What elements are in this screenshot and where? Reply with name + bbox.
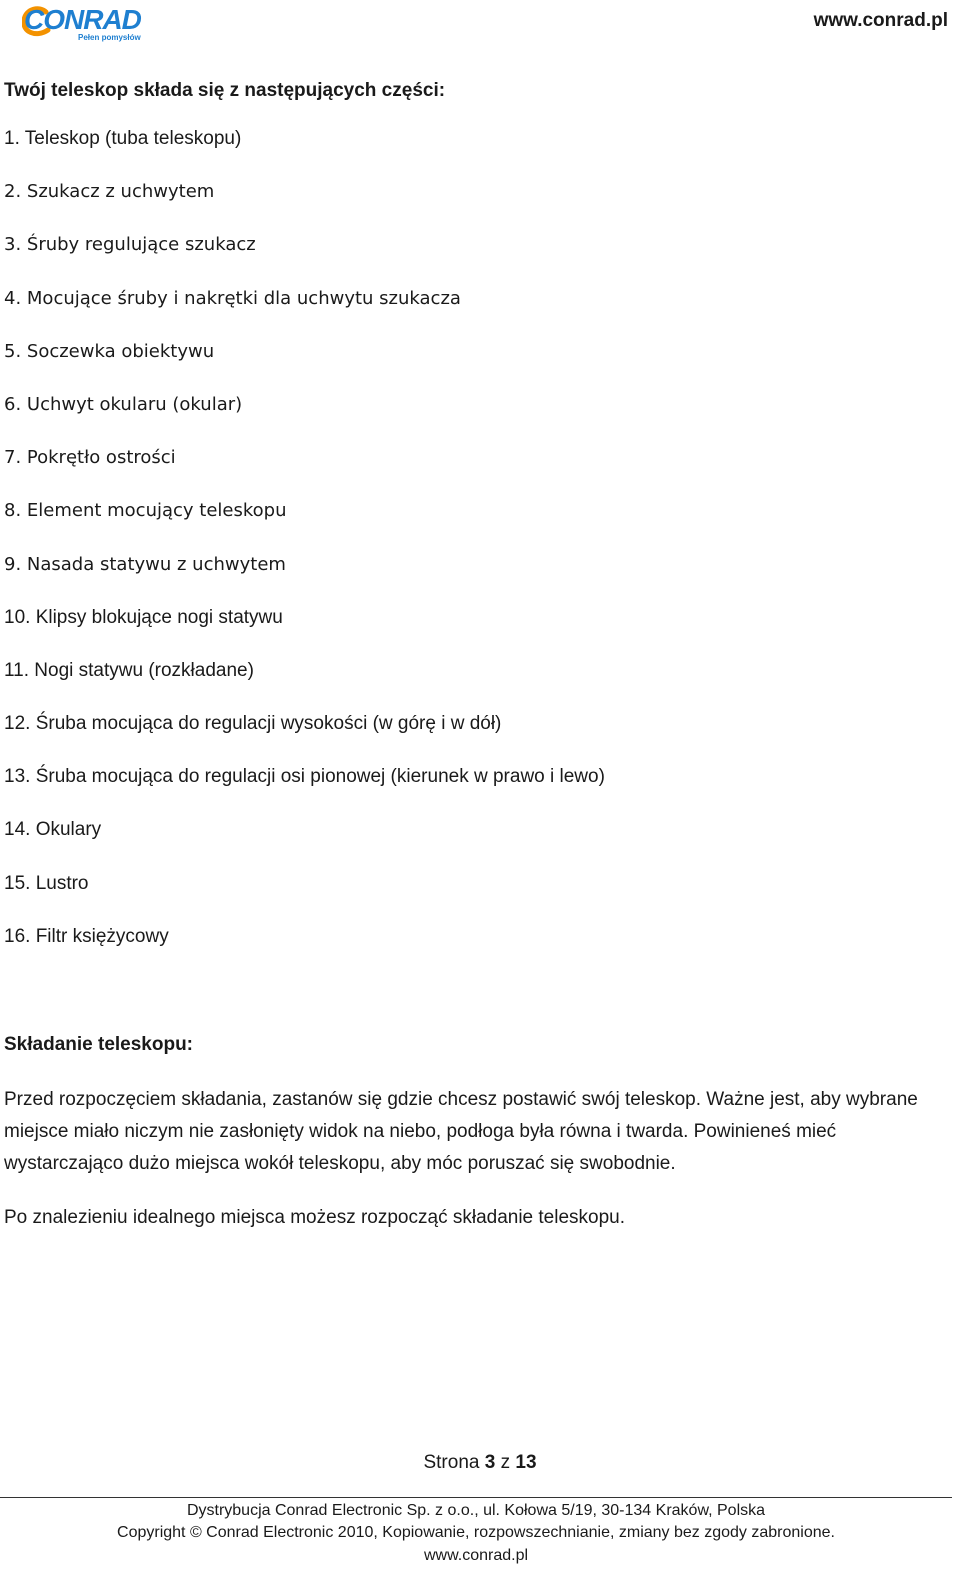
list-item: 14. Okulary — [4, 819, 102, 841]
list-item: 16. Filtr księżycowy — [4, 925, 169, 947]
page-number-total: 13 — [515, 1452, 537, 1473]
page-number-current: 3 — [484, 1452, 496, 1473]
list-item: 1. Teleskop (tuba teleskopu) — [4, 128, 242, 149]
list-item: 2. Szukacz z uchwytem — [4, 181, 215, 203]
assembly-heading: Składanie teleskopu: — [4, 1034, 194, 1055]
assembly-paragraph-1: Przed rozpoczęciem składania, zastanów się gdzie chcesz postawić swój teleskop. Ważne jest, aby wybrane miejsce miało niczym nie zasłonięty widok na niebo, podłoga była równa i twarda. Powinieneś mieć wystarczająco dużo miejsca wokół teleskopu, aby móc poruszać się swobodnie. — [4, 1089, 918, 1174]
list-item: 5. Soczewka obiektywu — [4, 340, 215, 362]
footer-address: Dystrybucja Conrad Electronic Sp. z o.o., ul. Kołowa 5/19, 30-134 Kraków, Polska — [186, 1502, 766, 1519]
list-item: 15. Lustro — [4, 872, 89, 894]
logo-tagline: Pełen pomysłów — [78, 33, 141, 42]
list-item: 3. Śruby regulujące szukacz — [4, 234, 256, 256]
footer-copyright: Copyright © Conrad Electronic 2010, Kopiowanie, rozpowszechnianie, zmiany bez zgody zabronione. — [117, 1524, 835, 1541]
list-item: 7. Pokrętło ostrości — [4, 447, 176, 469]
page-number-prefix: Strona — [423, 1452, 480, 1473]
logo-wordmark: CONRAD — [24, 4, 141, 35]
assembly-paragraph-2: Po znalezieniu idealnego miejsca możesz rozpocząć składanie teleskopu. — [4, 1207, 626, 1228]
page-number — [0, 1452, 960, 1474]
footer-divider — [0, 1497, 952, 1498]
parts-list — [4, 127, 605, 978]
list-item: 8. Element mocujący teleskopu — [4, 500, 287, 522]
list-item: 10. Klipsy blokujące nogi statywu — [4, 606, 283, 628]
parts-heading: Twój teleskop składa się z następujących części: — [4, 80, 446, 101]
list-item: 6. Uchwyt okularu (okular) — [4, 393, 243, 415]
list-item: 4. Mocujące śruby i nakrętki dla uchwytu szukacza — [4, 287, 461, 309]
list-item: 11. Nogi statywu (rozkładane) — [4, 659, 254, 681]
conrad-logo — [22, 4, 146, 44]
list-item: 13. Śruba mocująca do regulacji osi pionowej (kierunek w prawo i lewo) — [4, 766, 605, 788]
list-item: 9. Nasada statywu z uchwytem — [4, 553, 286, 575]
header-url: www.conrad.pl — [813, 10, 948, 31]
list-item: 12. Śruba mocująca do regulacji wysokości (w górę i w dół) — [4, 713, 502, 735]
footer-url: www.conrad.pl — [423, 1547, 529, 1564]
page-number-separator: z — [500, 1452, 511, 1473]
